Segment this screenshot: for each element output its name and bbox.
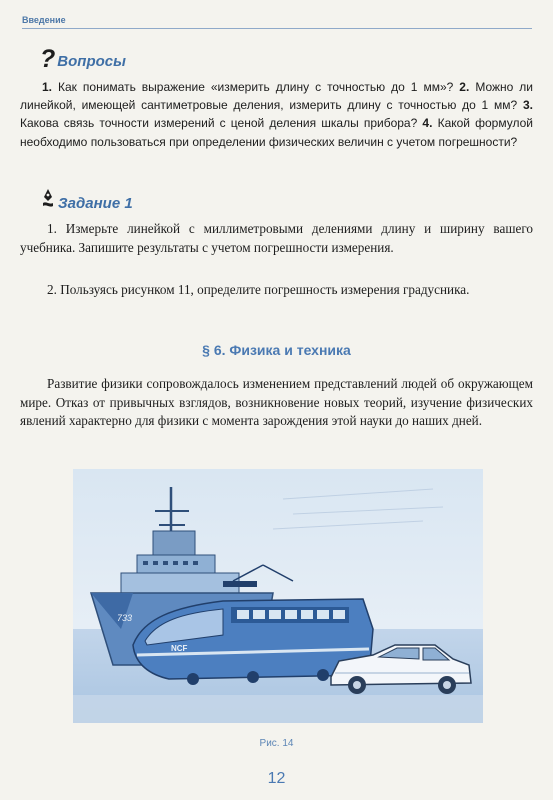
task-text: Измерьте линейкой с миллиметровыми делениями длину и ширину вашего учебника. Запишите результаты с учетом погрешности измерения. xyxy=(20,221,534,255)
question-number: 1. xyxy=(42,80,53,94)
question-mark-icon: ? xyxy=(40,45,56,73)
header-section-title: Введение xyxy=(22,15,66,25)
pen-icon xyxy=(40,188,56,212)
train-label: NCF xyxy=(171,644,188,653)
question-number: 2. xyxy=(459,80,470,94)
question-text: Можно ли линейкой, имеющей сантиметровые деления, измерить длину с точностью до 1 мм? xyxy=(20,80,534,113)
ship-number: 733 xyxy=(117,613,133,623)
section-title: § 6. Физика и техника xyxy=(202,342,351,358)
questions-heading xyxy=(40,45,126,73)
running-header xyxy=(22,10,532,29)
question-text: Какова связь точности измерений с ценой деления шкалы прибора? xyxy=(20,116,418,131)
questions-heading-label: Вопросы xyxy=(57,53,126,70)
page-number: 12 xyxy=(267,770,286,787)
figure-illustration xyxy=(73,469,483,723)
task-heading-label: Задание 1 xyxy=(58,195,133,212)
task-number: 2. xyxy=(47,282,57,297)
task-number: 1. xyxy=(47,221,57,236)
figure-caption: Рис. 14 xyxy=(259,738,294,749)
task-item xyxy=(20,281,533,300)
task-item xyxy=(20,220,533,257)
task-heading xyxy=(40,188,133,212)
transport-illustration xyxy=(73,469,483,723)
question-number: 3. xyxy=(522,98,533,113)
questions-list xyxy=(20,78,533,151)
question-number: 4. xyxy=(422,116,433,131)
question-text: Какой формулой необходимо пользоваться при определении физических величин с учетом погрешности? xyxy=(20,116,533,149)
body-paragraph: Развитие физики сопровождалось изменением представлений людей об окружающем мире. Отказ от привычных взглядов, возникновение новых теорий, изучение физических явлений характерно для физики с момента зарождения этой науки до наших дней. xyxy=(20,376,533,428)
task-text: Пользуясь рисунком 11, определите погрешность измерения градусника. xyxy=(60,282,470,297)
question-text: Как понимать выражение «измерить длину с точностью до 1 мм»? xyxy=(58,80,454,94)
